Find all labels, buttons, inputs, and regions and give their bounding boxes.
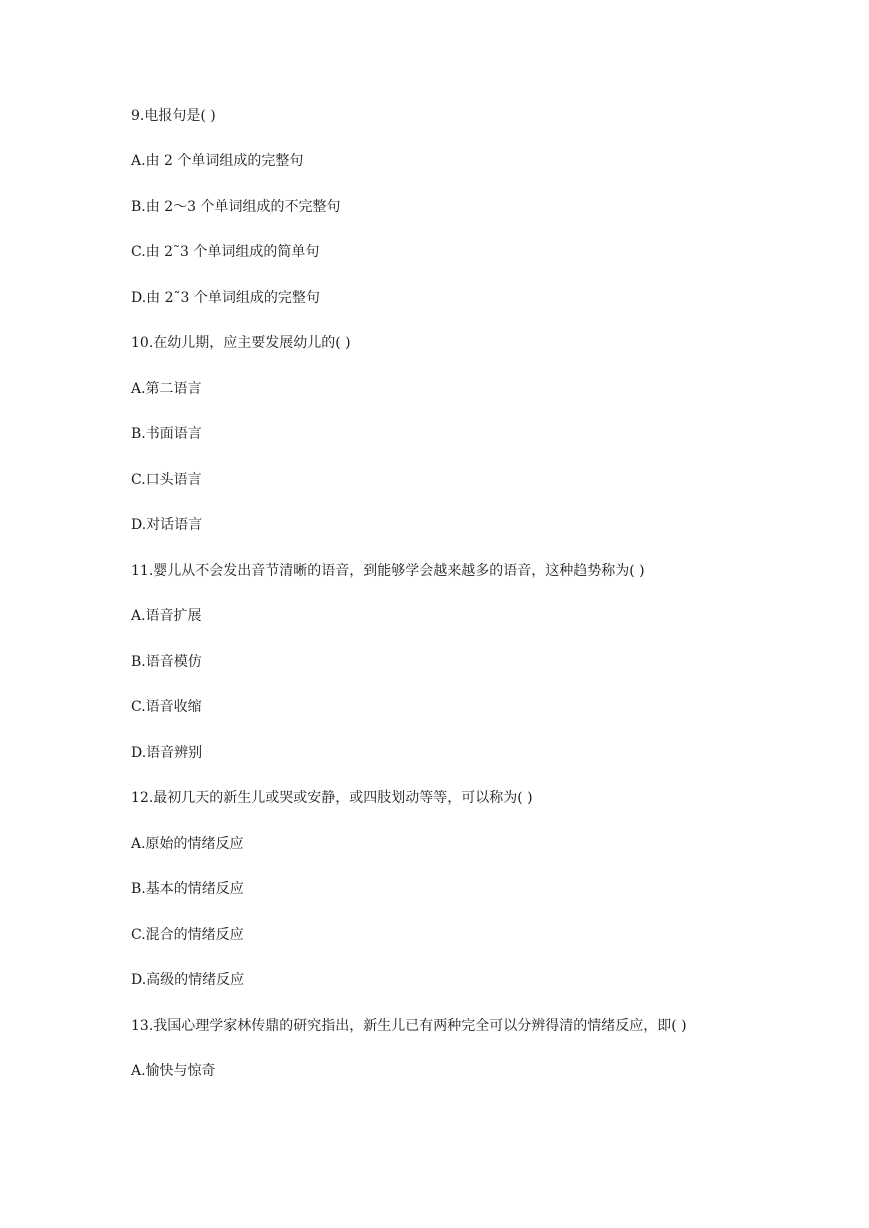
question-11-option-d: D.语音辨别	[131, 745, 203, 761]
question-11-option-b: B.语音模仿	[131, 654, 202, 670]
question-12-option-d: D.高级的情绪反应	[131, 972, 245, 988]
question-12-stem: 12.最初几天的新生儿或哭或安静，或四肢划动等等，可以称为( )	[131, 790, 533, 806]
question-12-option-a: A.原始的情绪反应	[131, 836, 244, 852]
question-9-option-c: C.由 2˜3 个单词组成的简单句	[131, 244, 320, 260]
question-11-option-a: A.语音扩展	[131, 608, 202, 624]
question-11-stem: 11.婴儿从不会发出音节清晰的语音，到能够学会越来越多的语音，这种趋势称为( )	[131, 563, 645, 579]
question-10-option-a: A.第二语言	[131, 381, 202, 397]
question-10-option-c: C.口头语言	[131, 472, 202, 488]
question-11-option-c: C.语音收缩	[131, 699, 202, 715]
question-10-stem: 10.在幼儿期，应主要发展幼儿的( )	[131, 335, 351, 351]
question-9-stem: 9.电报句是( )	[131, 108, 216, 124]
question-9-option-b: B.由 2～3 个单词组成的不完整句	[131, 199, 341, 215]
question-10-option-d: D.对话语言	[131, 517, 203, 533]
question-10-option-b: B.书面语言	[131, 426, 202, 442]
question-9-option-d: D.由 2˜3 个单词组成的完整句	[131, 290, 320, 306]
question-13-stem: 13.我国心理学家林传鼎的研究指出，新生儿已有两种完全可以分辨得清的情绪反应，即( )	[131, 1018, 687, 1034]
question-12-option-b: B.基本的情绪反应	[131, 881, 244, 897]
question-13-option-a: A.愉快与惊奇	[131, 1063, 216, 1079]
question-9-option-a: A.由 2 个单词组成的完整句	[131, 153, 304, 169]
question-12-option-c: C.混合的情绪反应	[131, 927, 244, 943]
